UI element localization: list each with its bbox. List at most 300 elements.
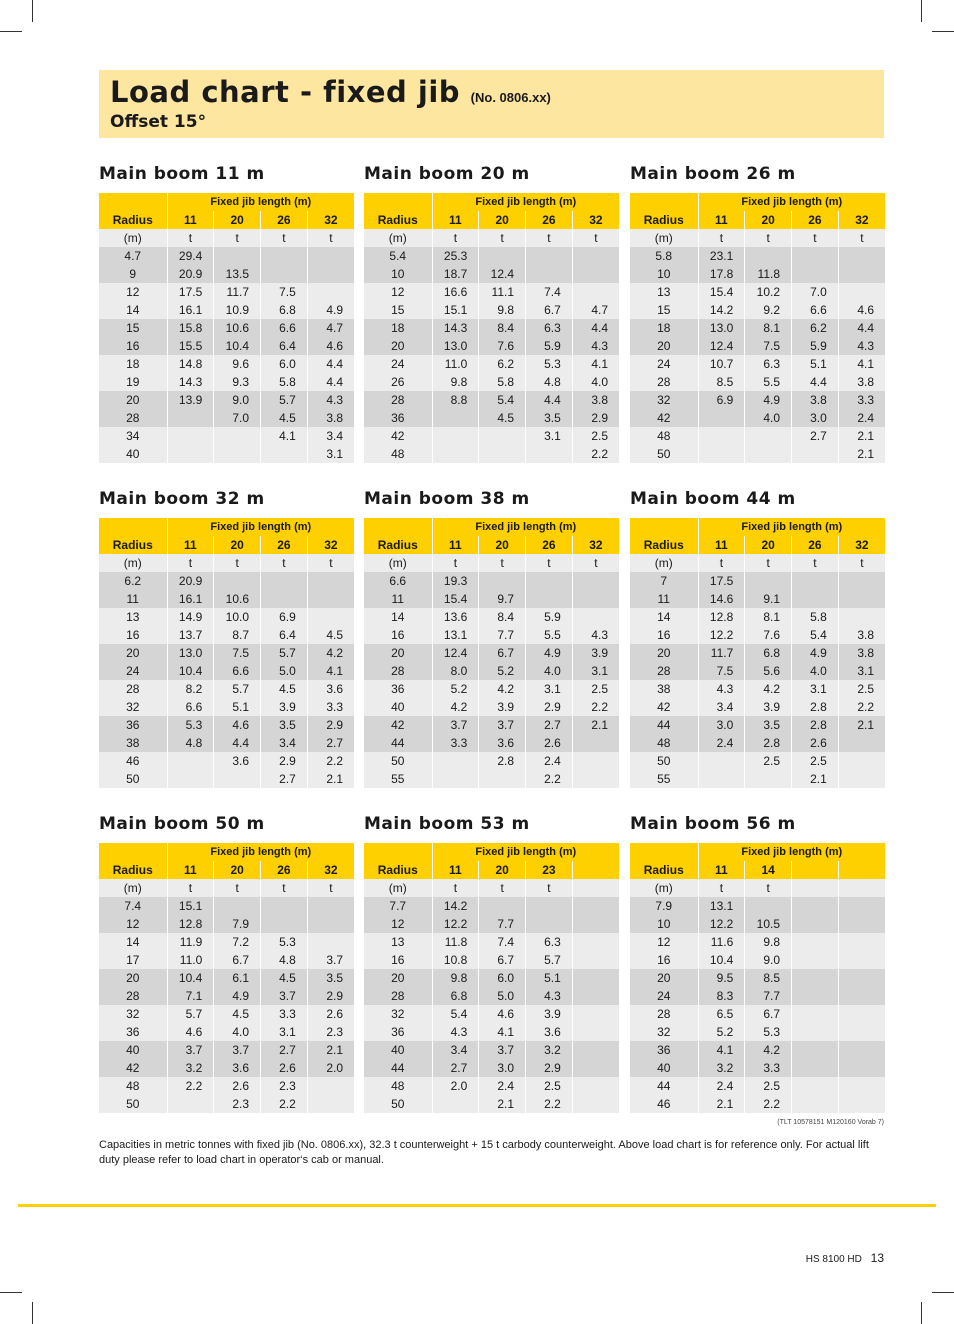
capacity-cell: 14.6 (698, 590, 745, 608)
capacity-cell: 6.9 (261, 608, 308, 626)
capacity-cell (214, 572, 261, 590)
capacity-cell: 4.2 (307, 644, 354, 662)
capacity-cell: 2.1 (307, 770, 354, 788)
radius-cell: 28 (364, 987, 432, 1005)
capacity-cell: 14.2 (698, 301, 745, 319)
capacity-cell: 3.6 (526, 1023, 573, 1041)
capacity-cell (167, 770, 214, 788)
radius-cell: 48 (364, 445, 432, 463)
radius-cell: 9 (99, 265, 167, 283)
load-unit (572, 879, 619, 897)
table-row (364, 734, 619, 752)
boom-title: Main boom 32 m (99, 489, 265, 509)
radius-cell: 12 (364, 283, 432, 301)
capacity-cell (307, 265, 354, 283)
capacity-cell: 14.9 (167, 608, 214, 626)
capacity-cell (479, 572, 526, 590)
jib-header-row (99, 843, 354, 861)
load-unit: t (526, 554, 573, 572)
capacity-cell: 6.7 (214, 951, 261, 969)
capacity-cell: 8.7 (214, 626, 261, 644)
capacity-cell: 2.9 (307, 716, 354, 734)
capacity-cell (572, 951, 619, 969)
capacity-cell: 2.4 (479, 1077, 526, 1095)
load-unit: t (214, 229, 261, 247)
load-unit: t (572, 554, 619, 572)
footer-rule (18, 1204, 936, 1207)
capacity-cell: 3.3 (307, 698, 354, 716)
capacity-cell (792, 933, 839, 951)
capacity-cell: 5.6 (745, 662, 792, 680)
radius-cell: 24 (364, 355, 432, 373)
radius-cell: 12 (99, 283, 167, 301)
table-row (99, 680, 354, 698)
jib-length-header: 26 (792, 211, 839, 229)
column-header-row (630, 861, 885, 879)
capacity-cell: 2.0 (432, 1077, 479, 1095)
capacity-cell: 6.8 (261, 301, 308, 319)
page-number: 13 (870, 1251, 884, 1265)
crop-mark (932, 31, 954, 32)
capacity-cell: 4.3 (838, 337, 885, 355)
radius-cell: 19 (99, 373, 167, 391)
radius-cell: 44 (630, 1077, 698, 1095)
table-row (630, 987, 885, 1005)
capacity-cell (838, 734, 885, 752)
radius-cell: 24 (99, 662, 167, 680)
load-unit (792, 879, 839, 897)
capacity-cell: 4.1 (479, 1023, 526, 1041)
jib-length-header: 20 (214, 211, 261, 229)
capacity-cell (572, 897, 619, 915)
unit-row (630, 229, 885, 247)
capacity-cell (698, 752, 745, 770)
capacity-cell (745, 897, 792, 915)
capacity-cell: 2.1 (479, 1095, 526, 1113)
radius-cell: 18 (364, 319, 432, 337)
capacity-cell: 5.4 (479, 391, 526, 409)
capacity-cell: 4.9 (307, 301, 354, 319)
radius-cell: 14 (630, 608, 698, 626)
capacity-cell: 10.6 (214, 590, 261, 608)
capacity-cell: 6.2 (479, 355, 526, 373)
capacity-cell: 9.8 (745, 933, 792, 951)
jib-length-header: 26 (526, 536, 573, 554)
capacity-cell: 13.1 (432, 626, 479, 644)
radius-header: Radius (99, 536, 167, 554)
capacity-cell: 2.7 (261, 770, 308, 788)
table-row (630, 319, 885, 337)
capacity-cell: 7.6 (745, 626, 792, 644)
jib-length-header: 20 (479, 211, 526, 229)
capacity-cell (167, 445, 214, 463)
table-row (99, 355, 354, 373)
capacity-cell (792, 265, 839, 283)
jib-length-header: 26 (526, 211, 573, 229)
capacity-cell (307, 247, 354, 265)
capacity-cell (792, 1095, 839, 1113)
capacity-cell: 3.1 (792, 680, 839, 698)
capacity-cell (838, 572, 885, 590)
table-row (364, 1059, 619, 1077)
radius-cell: 34 (99, 427, 167, 445)
radius-cell: 17 (99, 951, 167, 969)
radius-cell: 12 (630, 933, 698, 951)
table-row (630, 355, 885, 373)
capacity-cell: 3.1 (838, 662, 885, 680)
capacity-cell: 2.5 (572, 680, 619, 698)
table-row (99, 734, 354, 752)
capacity-cell (214, 770, 261, 788)
capacity-cell (572, 1077, 619, 1095)
load-unit: t (745, 229, 792, 247)
jib-length-header (838, 861, 885, 879)
capacity-cell: 4.4 (307, 355, 354, 373)
radius-cell: 5.4 (364, 247, 432, 265)
capacity-cell (307, 1077, 354, 1095)
load-unit: t (698, 879, 745, 897)
capacity-cell (432, 409, 479, 427)
jib-length-header: 32 (307, 861, 354, 879)
capacity-cell (792, 445, 839, 463)
radius-cell: 16 (364, 626, 432, 644)
capacity-cell: 5.0 (261, 662, 308, 680)
radius-cell: 20 (364, 337, 432, 355)
load-chart-block (99, 490, 354, 788)
capacity-cell (792, 1005, 839, 1023)
table-row (99, 1023, 354, 1041)
capacity-cell: 4.1 (572, 355, 619, 373)
load-chart-block (364, 165, 619, 463)
table-row (630, 1041, 885, 1059)
table-row (630, 969, 885, 987)
radius-cell: 42 (364, 716, 432, 734)
capacity-cell: 2.8 (479, 752, 526, 770)
capacity-cell: 20.9 (167, 572, 214, 590)
table-row (99, 933, 354, 951)
capacity-cell: 4.0 (214, 1023, 261, 1041)
radius-cell: 7 (630, 572, 698, 590)
radius-cell: 16 (364, 951, 432, 969)
table-row (99, 391, 354, 409)
capacity-cell: 2.3 (307, 1023, 354, 1041)
table-row (630, 1077, 885, 1095)
table-row (364, 662, 619, 680)
table-row (364, 319, 619, 337)
capacity-cell: 3.7 (432, 716, 479, 734)
capacity-cell: 2.9 (526, 698, 573, 716)
capacity-cell (167, 427, 214, 445)
load-unit: t (479, 879, 526, 897)
page-title-text: Load chart - fixed jib (110, 75, 461, 109)
jib-length-header: 32 (838, 536, 885, 554)
radius-cell: 16 (99, 626, 167, 644)
capacity-cell (526, 445, 573, 463)
capacity-cell (572, 1041, 619, 1059)
capacity-cell (526, 265, 573, 283)
capacity-cell: 3.4 (261, 734, 308, 752)
capacity-cell: 2.1 (792, 770, 839, 788)
capacity-cell (838, 987, 885, 1005)
capacity-cell (838, 770, 885, 788)
radius-cell: 24 (630, 355, 698, 373)
capacity-cell: 11.0 (432, 355, 479, 373)
capacity-cell (572, 1059, 619, 1077)
capacity-cell: 4.4 (572, 319, 619, 337)
radius-cell: 12 (364, 915, 432, 933)
capacity-cell: 9.6 (214, 355, 261, 373)
capacity-cell (261, 572, 308, 590)
capacity-cell: 2.2 (261, 1095, 308, 1113)
load-unit: t (307, 554, 354, 572)
capacity-cell: 3.9 (526, 1005, 573, 1023)
boom-title: Main boom 20 m (364, 164, 530, 184)
capacity-cell (745, 247, 792, 265)
crop-mark (32, 1302, 33, 1324)
capacity-cell (838, 608, 885, 626)
jib-length-header: 11 (432, 211, 479, 229)
table-row (364, 644, 619, 662)
capacity-cell: 2.2 (572, 445, 619, 463)
capacity-cell: 2.1 (838, 427, 885, 445)
capacity-cell: 3.8 (838, 626, 885, 644)
radius-cell: 5.8 (630, 247, 698, 265)
capacity-cell: 9.1 (745, 590, 792, 608)
capacity-cell: 2.4 (698, 1077, 745, 1095)
capacity-cell: 6.9 (698, 391, 745, 409)
table-row (630, 1095, 885, 1113)
radius-cell: 38 (99, 734, 167, 752)
capacity-cell: 13.0 (698, 319, 745, 337)
capacity-cell: 9.8 (479, 301, 526, 319)
radius-cell: 11 (99, 590, 167, 608)
capacity-cell: 4.6 (167, 1023, 214, 1041)
radius-cell: 20 (99, 391, 167, 409)
table-row (99, 698, 354, 716)
radius-cell: 36 (99, 716, 167, 734)
table-row (364, 951, 619, 969)
capacity-cell: 7.7 (479, 915, 526, 933)
capacity-cell (792, 1059, 839, 1077)
radius-cell: 55 (364, 770, 432, 788)
table-row (364, 716, 619, 734)
capacity-cell: 3.8 (838, 373, 885, 391)
load-chart-table (99, 843, 354, 1113)
header-blank-cell (364, 843, 432, 861)
capacity-cell: 2.9 (307, 987, 354, 1005)
capacity-cell (792, 969, 839, 987)
capacity-cell: 2.2 (526, 1095, 573, 1113)
radius-cell: 10 (630, 915, 698, 933)
capacity-cell: 7.5 (745, 337, 792, 355)
radius-unit: (m) (630, 879, 698, 897)
capacity-cell (214, 427, 261, 445)
table-row (364, 933, 619, 951)
capacity-cell: 3.3 (261, 1005, 308, 1023)
capacity-cell: 3.9 (572, 644, 619, 662)
capacity-cell: 6.7 (479, 951, 526, 969)
capacity-cell: 4.5 (479, 409, 526, 427)
capacity-cell (572, 590, 619, 608)
capacity-cell: 6.7 (745, 1005, 792, 1023)
capacity-cell (479, 897, 526, 915)
table-row (364, 770, 619, 788)
capacity-cell: 3.0 (792, 409, 839, 427)
capacity-cell (479, 445, 526, 463)
capacity-cell: 11.8 (432, 933, 479, 951)
capacity-cell (432, 427, 479, 445)
table-row (99, 1095, 354, 1113)
capacity-cell (838, 1023, 885, 1041)
jib-length-header: 20 (479, 536, 526, 554)
capacity-cell: 4.6 (307, 337, 354, 355)
capacity-cell: 4.8 (167, 734, 214, 752)
capacity-cell: 5.7 (261, 644, 308, 662)
jib-length-header: 32 (838, 211, 885, 229)
boom-title: Main boom 44 m (630, 489, 796, 509)
radius-cell: 36 (630, 1041, 698, 1059)
capacity-cell (307, 915, 354, 933)
capacity-cell: 12.2 (432, 915, 479, 933)
crop-mark (932, 1292, 954, 1293)
table-row (630, 933, 885, 951)
capacity-cell: 6.3 (526, 933, 573, 951)
column-header-row (630, 211, 885, 229)
radius-cell: 10 (364, 265, 432, 283)
capacity-cell: 3.8 (792, 391, 839, 409)
capacity-cell: 3.1 (307, 445, 354, 463)
footer-model: HS 8100 HD (805, 1254, 862, 1265)
table-row (99, 662, 354, 680)
capacity-cell: 4.5 (214, 1005, 261, 1023)
table-row (364, 445, 619, 463)
table-row (364, 391, 619, 409)
table-row (99, 572, 354, 590)
load-unit: t (479, 229, 526, 247)
capacity-cell: 2.6 (307, 1005, 354, 1023)
capacity-cell: 14.3 (167, 373, 214, 391)
crop-mark (921, 0, 922, 22)
capacity-cell: 5.8 (479, 373, 526, 391)
table-row (364, 283, 619, 301)
load-unit: t (526, 229, 573, 247)
table-row (99, 427, 354, 445)
capacity-cell: 4.3 (526, 987, 573, 1005)
capacity-cell (526, 247, 573, 265)
capacity-cell (572, 1005, 619, 1023)
capacity-cell: 5.9 (526, 337, 573, 355)
load-unit: t (838, 229, 885, 247)
capacity-cell: 5.5 (745, 373, 792, 391)
page-header (99, 70, 884, 138)
capacity-cell: 2.2 (838, 698, 885, 716)
capacity-cell (261, 915, 308, 933)
radius-cell: 11 (630, 590, 698, 608)
capacity-cell: 8.1 (745, 319, 792, 337)
capacity-cell (838, 1077, 885, 1095)
table-row (364, 247, 619, 265)
radius-cell: 10 (630, 265, 698, 283)
capacity-cell: 7.2 (214, 933, 261, 951)
radius-cell: 7.7 (364, 897, 432, 915)
capacity-cell: 4.1 (838, 355, 885, 373)
capacity-cell: 2.3 (261, 1077, 308, 1095)
header-blank-cell (99, 193, 167, 211)
unit-row (630, 554, 885, 572)
radius-cell: 11 (364, 590, 432, 608)
radius-cell: 44 (364, 734, 432, 752)
capacity-cell: 3.4 (432, 1041, 479, 1059)
table-row (630, 247, 885, 265)
capacity-cell: 2.8 (792, 698, 839, 716)
table-row (364, 1095, 619, 1113)
capacity-cell: 2.5 (745, 1077, 792, 1095)
jib-length-label: Fixed jib length (m) (167, 518, 354, 536)
capacity-cell (167, 1095, 214, 1113)
capacity-cell: 8.8 (432, 391, 479, 409)
capacity-cell (167, 409, 214, 427)
radius-cell: 20 (630, 969, 698, 987)
table-row (364, 752, 619, 770)
capacity-cell (838, 1095, 885, 1113)
capacity-cell: 4.5 (261, 680, 308, 698)
capacity-cell: 13.1 (698, 897, 745, 915)
capacity-cell (572, 265, 619, 283)
capacity-cell: 2.1 (838, 445, 885, 463)
load-unit: t (167, 879, 214, 897)
capacity-cell: 2.6 (792, 734, 839, 752)
capacity-cell: 4.3 (307, 391, 354, 409)
capacity-cell: 9.3 (214, 373, 261, 391)
table-row (630, 752, 885, 770)
radius-unit: (m) (364, 229, 432, 247)
capacity-cell: 9.2 (745, 301, 792, 319)
boom-title: Main boom 53 m (364, 814, 530, 834)
capacity-cell: 2.8 (745, 734, 792, 752)
capacity-cell: 4.1 (698, 1041, 745, 1059)
capacity-cell (261, 247, 308, 265)
capacity-cell: 3.3 (432, 734, 479, 752)
unit-row (99, 554, 354, 572)
header-blank-cell (99, 518, 167, 536)
capacity-cell: 10.9 (214, 301, 261, 319)
capacity-cell: 4.7 (572, 301, 619, 319)
capacity-cell (479, 247, 526, 265)
capacity-cell: 14.8 (167, 355, 214, 373)
boom-title: Main boom 26 m (630, 164, 796, 184)
table-row (630, 770, 885, 788)
load-unit: t (167, 229, 214, 247)
capacity-cell (745, 427, 792, 445)
capacity-cell: 5.3 (526, 355, 573, 373)
capacity-cell (432, 1095, 479, 1113)
table-row (99, 987, 354, 1005)
capacity-cell: 4.0 (745, 409, 792, 427)
radius-cell: 50 (630, 752, 698, 770)
column-header-row (99, 861, 354, 879)
capacity-cell: 2.9 (261, 752, 308, 770)
radius-cell: 42 (630, 698, 698, 716)
capacity-cell: 6.0 (479, 969, 526, 987)
capacity-cell (526, 915, 573, 933)
capacity-cell: 2.0 (307, 1059, 354, 1077)
radius-cell: 28 (99, 409, 167, 427)
capacity-cell: 10.2 (745, 283, 792, 301)
capacity-cell: 6.4 (261, 626, 308, 644)
radius-unit: (m) (364, 554, 432, 572)
capacity-cell: 5.1 (526, 969, 573, 987)
table-row (630, 283, 885, 301)
